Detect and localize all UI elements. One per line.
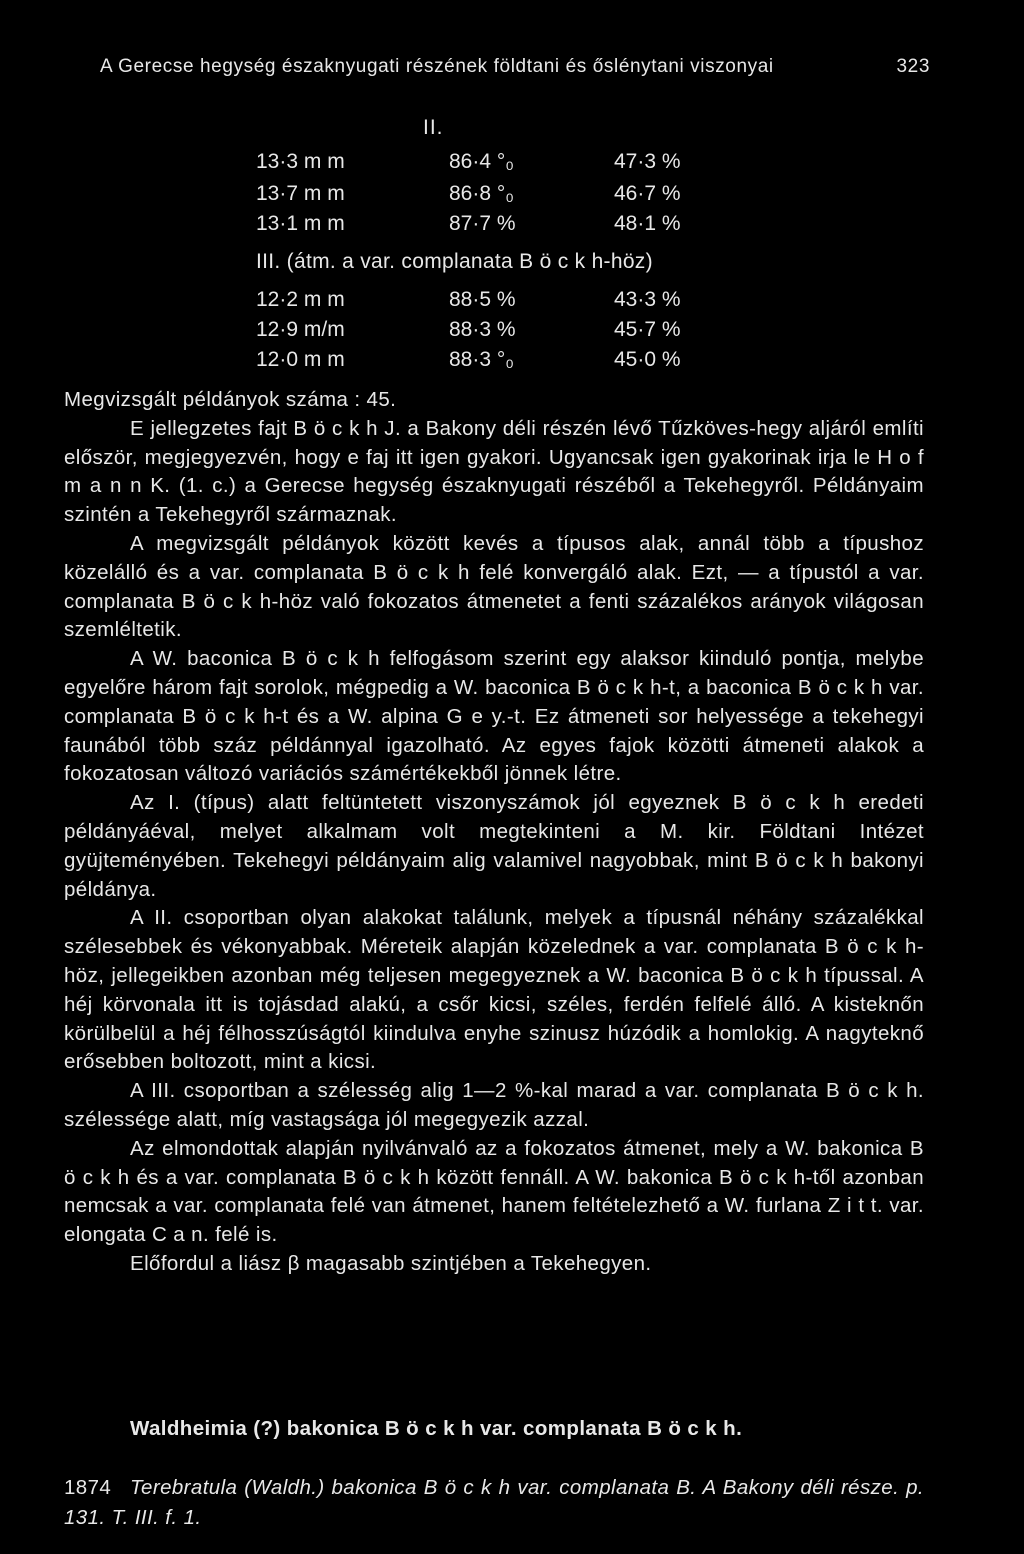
- table-row: [0, 212, 1024, 242]
- species-heading: Waldheimia (?) bakonica B ö c k h var. complanata B ö c k h.: [130, 1417, 743, 1440]
- size-cell: 12·0 m m: [256, 348, 345, 371]
- ratio2-cell: 46·7 %: [614, 182, 681, 205]
- size-cell: 13·1 m m: [256, 212, 345, 235]
- size-cell: 12·9 m/m: [256, 318, 345, 341]
- group-ii-label: II.: [423, 116, 444, 139]
- ratio2-cell: 45·7 %: [614, 318, 681, 341]
- table-row: [0, 318, 1024, 348]
- size-cell: 13·7 m m: [256, 182, 345, 205]
- running-header: [100, 56, 930, 78]
- paragraph-group-ii: A II. csoportban olyan alakokat találunk, melyek a típusnál néhány százalékkal szélesebbek és vékonyabbak. Méreteik alapján közelednek a var. complanata B ö c k h-höz, jellegeikben azonban még teljesen megegyeznek a W. baconica B ö c k h típussal. A héj körvonala itt is tojásdad alakú, a csőr kicsi, széles, ferdén felfelé álló. A kisteknőn körülbelül a héj félhosszúságtól kiindulva enyhe szinusz húzódik a homlokig. A nagyteknő erősebben boltozott, mint a kicsi.: [64, 906, 924, 1074]
- running-title: A Gerecse hegység északnyugati részének földtani és őslénytani viszonyai: [100, 56, 774, 77]
- table-row: [0, 288, 1024, 318]
- paragraph-conclusion: Az elmondottak alapján nyilvánvaló az a fokozatos átmenet, mely a W. bakonica B ö c k h és a var. complanata B ö c k h között fennáll. A W. bakonica B ö c k h-től azonban nemcsak a var. complanata felé van átmenet, hanem feltételezhető a W. furlana Z i t t. var. elongata C a n. felé is.: [64, 1136, 924, 1247]
- ratio2-cell: 45·0 %: [614, 348, 681, 371]
- ratio1-cell: 86·4 °₀: [449, 150, 514, 173]
- ratio2-cell: 47·3 %: [614, 150, 681, 173]
- size-cell: 13·3 m m: [256, 150, 345, 173]
- ratio2-cell: 48·1 %: [614, 212, 681, 235]
- table-row: [0, 348, 1024, 378]
- table-row: [0, 182, 1024, 212]
- table-row: [0, 150, 1024, 180]
- paragraph-series: A W. baconica B ö c k h felfogásom szerint egy alaksor kiinduló pontja, melybe egyelőre három fajt sorolok, mégpedig a W. baconica B ö c k h-t, a baconica B ö c k h var. complanata B ö c k h-t és a W. alpina G e y.-t. Ez átmeneti sor helyessége a tekehegyi faunából több száz példánnyal igazolható. Az egyes fajok közötti átmeneti alakok a fokozatosan változó variációs számértékekből jönnek létre.: [64, 647, 924, 786]
- ratio1-cell: 88·5 %: [449, 288, 516, 311]
- body-text: [64, 386, 924, 1279]
- size-cell: 12·2 m m: [256, 288, 345, 311]
- ratio1-cell: 87·7 %: [449, 212, 516, 235]
- page-number: 323: [896, 56, 930, 77]
- paragraph-group-i: Az I. (típus) alatt feltüntetett viszonyszámok jól egyeznek B ö c k h eredeti példányáéval, melyet alkalmam volt megtekinteni a M. kir. Földtani Intézet gyüjteményében. Tekehegyi példányaim alig valamivel nagyobbak, mint B ö c k h bakonyi példánya.: [64, 791, 924, 901]
- paragraph-variation: A megvizsgált példányok között kevés a típusos alak, annál több a típushoz közelálló és a var. complanata B ö c k h felé konvergáló alak. Ezt, — a típustól a var. complanata B ö c k h-höz való fokozatos átmenetet a fenti százalékos arányok világosan szemléltetik.: [64, 531, 924, 642]
- ratio1-cell: 88·3 °₀: [449, 348, 514, 371]
- paragraph-specimen-count: Megvizsgált példányok száma : 45.: [64, 388, 397, 411]
- ratio1-cell: 86·8 °₀: [449, 182, 514, 205]
- reference-year: 1874: [64, 1476, 112, 1499]
- ratio2-cell: 43·3 %: [614, 288, 681, 311]
- reference-text: Terebratula (Waldh.) bakonica B ö c k h var. complanata B. A Bakony déli része. p. 131. T. III. f. 1.: [64, 1476, 924, 1529]
- synonymy-reference: [64, 1473, 924, 1533]
- group-iii-label: III. (átm. a var. complanata B ö c k h-höz): [256, 250, 653, 273]
- paragraph-group-iii: A III. csoportban a szélesség alig 1—2 %-kal marad a var. complanata B ö c k h. szélessége alatt, míg vastagsága jól megegyezik azzal.: [64, 1079, 924, 1131]
- paragraph-stratigraphy: Előfordul a liász β magasabb szintjében a Tekehegyen.: [130, 1251, 652, 1275]
- ratio1-cell: 88·3 %: [449, 318, 516, 341]
- paragraph-occurrence: E jellegzetes fajt B ö c k h J. a Bakony déli részén lévő Tűzköves-hegy aljáról említi először, megjegyezvén, hogy e faj itt igen gyakori. Ugyancsak igen gyakorinak irja le H o f m a n n K. (1. c.) a Gerecse hegység északnyugati részéből a Tekehegyről. Példányaim szintén a Tekehegyről származnak.: [64, 416, 924, 527]
